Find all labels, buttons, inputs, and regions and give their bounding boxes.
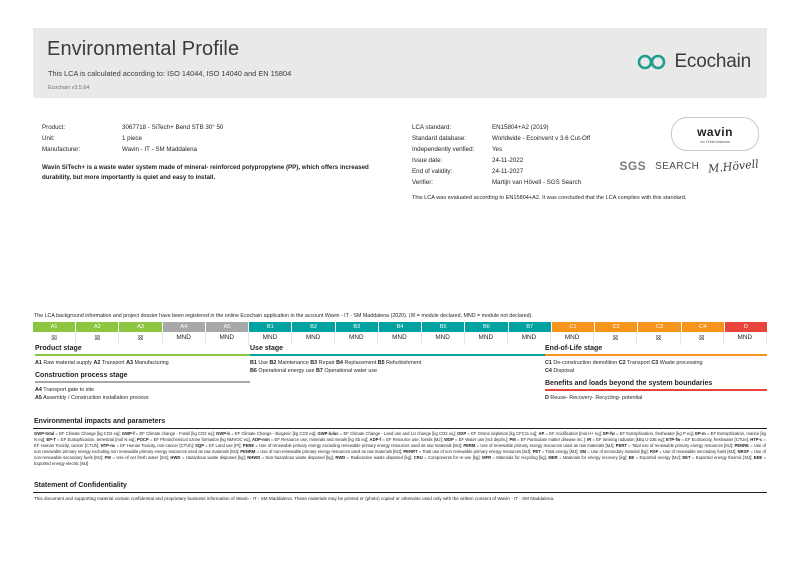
wavin-wordmark: wavin bbox=[697, 124, 733, 139]
info-key: Verifier: bbox=[412, 179, 433, 186]
info-row bbox=[42, 144, 387, 155]
verifier-marks bbox=[619, 156, 760, 176]
module-code-cell: C4 bbox=[682, 322, 725, 332]
module-value-row bbox=[33, 332, 767, 345]
info-value: 24-11-2027 bbox=[492, 168, 524, 175]
info-value: 3067718 - SiTech+ Bend STB 30° 50 bbox=[122, 124, 224, 131]
stage-rule bbox=[35, 381, 250, 383]
header-subtitle: This LCA is calculated according to: ISO 14044, ISO 14040 and EN 15804 bbox=[48, 69, 292, 78]
page-title: Environmental Profile bbox=[47, 38, 240, 60]
verifier-signature: M.Hövell bbox=[707, 156, 760, 176]
module-value-cell: MND bbox=[163, 332, 206, 345]
stage-rule bbox=[545, 389, 767, 391]
module-code-cell: B4 bbox=[379, 322, 422, 332]
module-value-cell: MND bbox=[465, 332, 508, 345]
info-value: 1 piece bbox=[122, 135, 142, 142]
module-code-cell: B6 bbox=[465, 322, 508, 332]
module-value-cell: MND bbox=[249, 332, 292, 345]
info-row bbox=[412, 177, 662, 188]
stage-sublines: A4 Transport gate to site A5 Assembly / Construction installation process bbox=[35, 387, 149, 402]
info-value: 24-11-2022 bbox=[492, 157, 524, 164]
module-value-cell: MND bbox=[422, 332, 465, 345]
stage-title: Use stage bbox=[250, 345, 284, 352]
module-value-cell: MND bbox=[378, 332, 421, 345]
module-value-cell: ☒ bbox=[76, 332, 119, 345]
info-key: Product: bbox=[42, 124, 66, 131]
stage-lines: C1 De-construction demolition C2 Transport C3 Waste processing C4 Disposal bbox=[545, 360, 703, 375]
info-row bbox=[412, 122, 662, 133]
modules-table bbox=[33, 322, 767, 345]
module-code-cell: C3 bbox=[638, 322, 681, 332]
module-value-cell: ☒ bbox=[681, 332, 724, 345]
stage-lines: B1 Use B2 Maintenance B3 Repair B4 Replacement B5 Refurbishment B6 Operational energy use B7 Operational water use bbox=[250, 360, 422, 375]
stage-sublines: D Reuse- Recovery- Recycling- potential bbox=[545, 395, 643, 402]
stage-eol bbox=[545, 345, 767, 403]
module-code-cell: D bbox=[725, 322, 767, 332]
stage-lines: A1 Raw material supply A2 Transport A3 Manufacturing bbox=[35, 360, 169, 366]
stage-title: Product stage bbox=[35, 345, 82, 352]
module-code-cell: A2 bbox=[76, 322, 119, 332]
module-code-cell: B1 bbox=[249, 322, 292, 332]
module-value-cell: ☒ bbox=[119, 332, 162, 345]
sgs-logo: SGS bbox=[619, 159, 647, 173]
module-code-cell: A4 bbox=[163, 322, 206, 332]
info-row bbox=[412, 133, 662, 144]
module-value-cell: MND bbox=[508, 332, 551, 345]
statement-body: This document and supporting material contain confidential and proprietary business information of Wavin - IT - SM Maddalena. These materials may be printed or (photo) copied or otherwise used only with the written consent of Wavin - IT - SM Maddalena. bbox=[34, 496, 555, 501]
info-value: Yes bbox=[492, 146, 503, 153]
module-value-cell: ☒ bbox=[637, 332, 680, 345]
stage-use bbox=[250, 345, 545, 375]
info-value: EN15804+A2 (2019) bbox=[492, 124, 549, 131]
product-description: Wavin SiTech+ is a waste water system made of mineral- reinforced polypropylene (PP), which offers increased durability, but more importantly is quiet and easy to install. bbox=[42, 164, 369, 181]
manufacturer-logo bbox=[671, 117, 759, 151]
module-value-cell: MND bbox=[551, 332, 594, 345]
module-code-cell: A1 bbox=[33, 322, 76, 332]
impacts-body: GWP-total = EF Climate Change [kg CO2 eq]; GWP-f = EF Climate change - Fossil [kg CO2 eq]; GWP-b = EF Climate Change - Biogenic [kg CO2 eq]; GWP-luluc = EF Climate Change - Land use and LU change [kg CO2 eq]; ODP = EF Ozone depletion [kg CFC11 eq]; AP = EF Acidification [mol H+ eq]; EP-fw = EF Eutrophication, freshwater [kg P eq]; EP-m = EF Eutrophication, marine [kg N eq]; EP-T = EF Eutrophication, terrestrial [mol N eq]; POCP = EF Photochemical ozone formation [kg NMVOC eq]; ADP-mm = EF Resource use, minerals and metals [kg Sb eq]; ADP-f = EF Resource use, fossils [MJ]; WDP = EF Water use [m3 depriv.]; PM = EF Particulate matter disease inc.]; IR = EF Ionising radiation [kBq U-235 eq]; ETP-fw = EF Ecotoxicity, freshwater [CTUe]; HTP-c = EF Human Toxicity, cancer [CTUh]; HTP-nc = EF Human Toxicity, non-cancer [CTUh]; SQP = EF Land use [Pt]; PERE = Use of renewable primary energy excluding renewable primary energy resources used as raw materials [MJ]; PERM = Use of renewable primary energy resources used as raw materials [MJ]; PERT = Total use of renewable primary energy resources [MJ]; PENRE = Use of non renewable primary energy excluding non renewable primary energy resources used as raw materials [MJ]; PENRM = Use of non-renewable primary energy resources used as raw materials [MJ]; PENRT = Total use of non renewable primary energy resources [MJ]; PET = Total energy [MJ]; SM = Use of secondary material [kg]; RSF = Use of renewable secondary fuels [MJ]; NRSF = Use of non-renewable secondary fuels [MJ]; FW = Use of net fresh water [m3]; HWD = Hazardous waste disposed [kg]; NHWD = Non-hazardous waste disposed [kg]; RWD = Radioactive waste disposed [kg]; CRU = Components for re-use [kg]; MFR = Materials for recycling [kg]; MER = Materials for energy recovery [kg]; EE = Exported energy [MJ]; EET = Exported energy thermic [MJ]; EEE = Exported energy electric [MJ] bbox=[34, 431, 767, 467]
info-key: Standard database: bbox=[412, 135, 467, 142]
statement-title: Statement of Confidentiality bbox=[34, 482, 127, 489]
module-value-cell: MND bbox=[724, 332, 767, 345]
info-key: Manufacturer: bbox=[42, 146, 81, 153]
registration-note: The LCA background information and project dossier have been registered in the online Ecochain application in the account Wavin - IT - SM Maddalena (2020). (☒ = module declared, MND = module not declared). bbox=[34, 313, 533, 319]
module-value-cell: MND bbox=[335, 332, 378, 345]
module-code-cell: B3 bbox=[336, 322, 379, 332]
info-key: Issue date: bbox=[412, 157, 443, 164]
module-code-row bbox=[33, 322, 767, 332]
impacts-divider bbox=[33, 428, 767, 429]
module-value-cell: MND bbox=[292, 332, 335, 345]
info-row bbox=[42, 133, 387, 144]
stage-product bbox=[35, 345, 250, 403]
module-code-cell: B2 bbox=[292, 322, 335, 332]
module-value-cell: MND bbox=[206, 332, 249, 345]
ecochain-logo bbox=[637, 51, 751, 73]
module-code-cell: B7 bbox=[509, 322, 552, 332]
search-logo: SEARCH bbox=[655, 160, 700, 172]
module-code-cell: A5 bbox=[206, 322, 249, 332]
info-key: LCA standard: bbox=[412, 124, 452, 131]
info-key: Independently verified: bbox=[412, 146, 475, 153]
stage-rule bbox=[35, 354, 250, 356]
module-code-cell: A3 bbox=[119, 322, 162, 332]
info-row bbox=[42, 122, 387, 133]
info-value: Martijn van Hövell - SGS Search bbox=[492, 179, 582, 186]
module-code-cell: C2 bbox=[595, 322, 638, 332]
info-key: End of validity: bbox=[412, 168, 453, 175]
stage-title: End-of-Life stage bbox=[545, 345, 603, 352]
info-value: Worldwide - Ecoinvent v 3.6 Cut-Off bbox=[492, 135, 591, 142]
module-code-cell: B5 bbox=[422, 322, 465, 332]
header-version: Ecochain v3.5.64 bbox=[48, 85, 90, 91]
info-key: Unit: bbox=[42, 135, 55, 142]
module-value-cell: ☒ bbox=[33, 332, 76, 345]
ecochain-wordmark: Ecochain bbox=[674, 51, 751, 72]
impacts-title: Environmental impacts and parameters bbox=[34, 418, 166, 425]
document-header bbox=[33, 28, 767, 98]
statement-divider bbox=[33, 492, 767, 493]
stage-rule bbox=[250, 354, 545, 356]
info-value: Wavin - IT - SM Maddalena bbox=[122, 146, 197, 153]
module-code-cell: C1 bbox=[552, 322, 595, 332]
info-row bbox=[412, 144, 662, 155]
module-value-cell: ☒ bbox=[594, 332, 637, 345]
verification-note: This LCA was evaluated according to EN15804+A2. It was concluded that the LCA complies with this standard. bbox=[412, 195, 687, 201]
stage-rule bbox=[545, 354, 767, 356]
product-details bbox=[42, 122, 387, 155]
wavin-tagline: An Orbia business bbox=[700, 139, 730, 144]
infinity-icon bbox=[637, 54, 667, 70]
stage-subtitle: Benefits and loads beyond the system boundaries bbox=[545, 380, 713, 388]
lca-details bbox=[412, 122, 662, 188]
stage-subtitle: Construction process stage bbox=[35, 372, 128, 380]
